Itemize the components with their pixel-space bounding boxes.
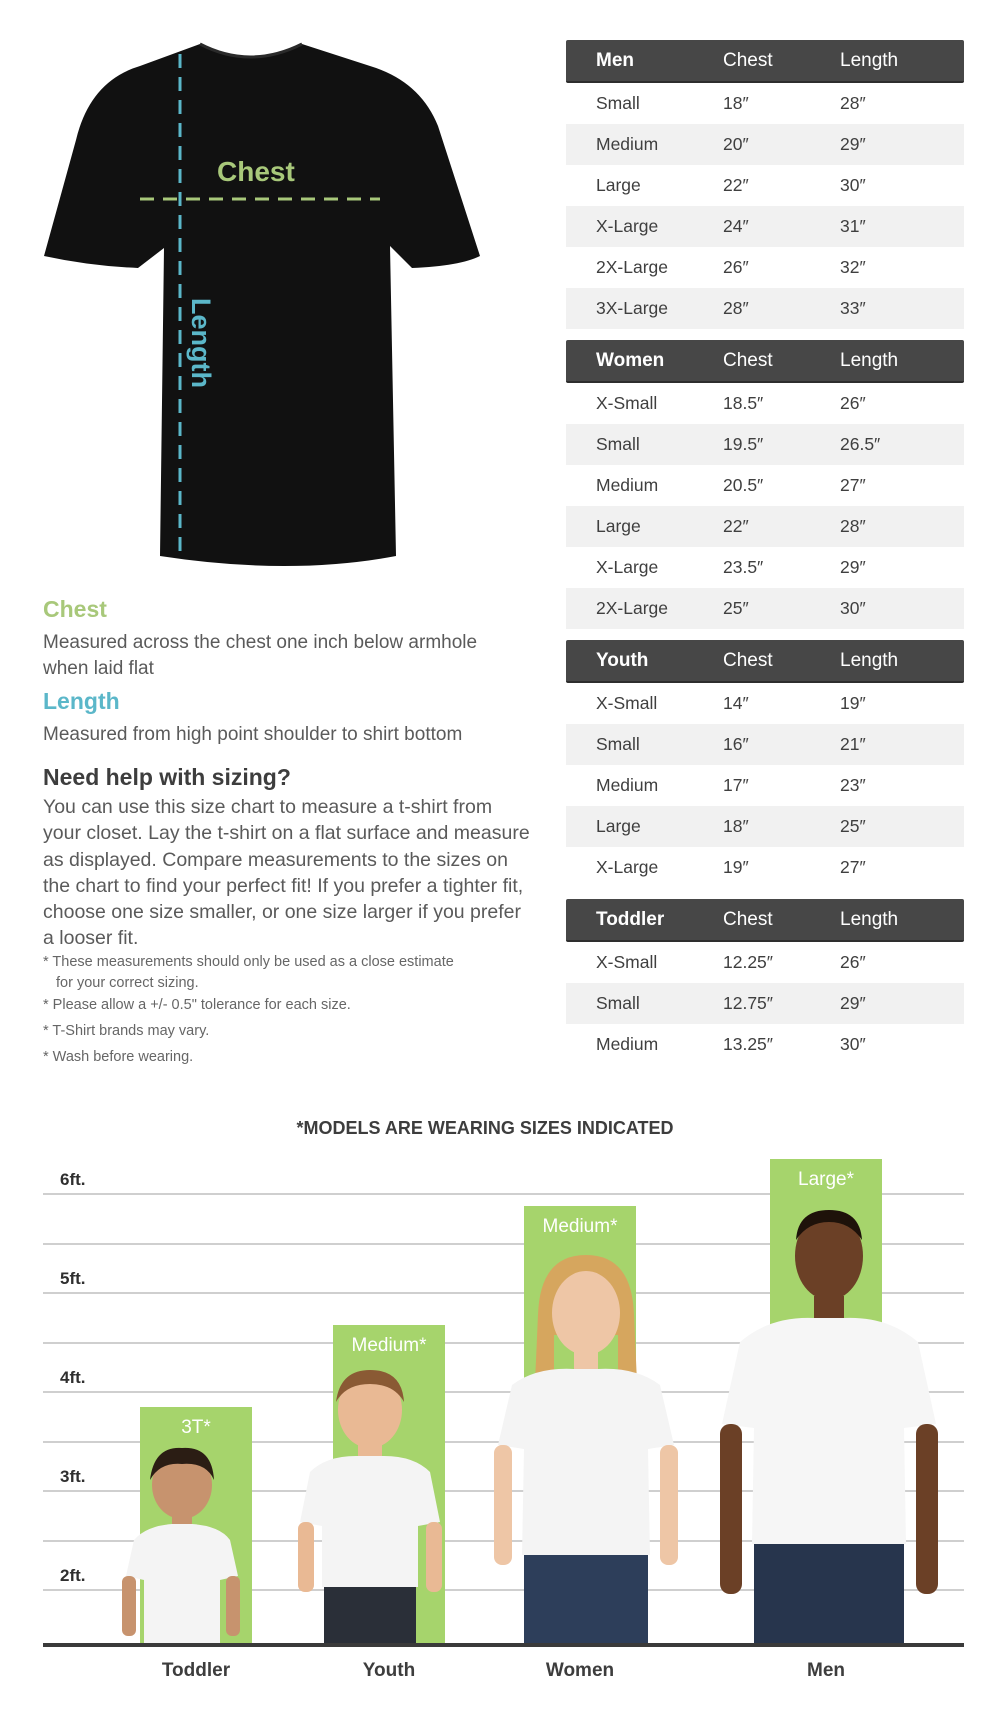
height-tick-2ft: 2ft. — [60, 1566, 86, 1585]
chest-cell: 22″ — [723, 516, 749, 536]
chest-cell: 13.25″ — [723, 1034, 773, 1054]
toddler-size-table — [566, 899, 964, 1065]
table-title: Women — [596, 349, 665, 371]
length-column-header: Length — [840, 349, 899, 371]
tshirt-silhouette — [44, 44, 480, 566]
length-cell: 19″ — [840, 693, 866, 713]
table-row — [566, 847, 964, 888]
length-diagram-label: Length — [186, 298, 216, 388]
chest-cell: 18.5″ — [723, 393, 764, 413]
length-cell: 31″ — [840, 216, 866, 236]
length-cell: 23″ — [840, 775, 866, 795]
length-cell: 27″ — [840, 857, 866, 877]
table-row — [566, 724, 964, 765]
length-cell: 30″ — [840, 1034, 866, 1054]
height-tick-5ft: 5ft. — [60, 1269, 86, 1288]
note-estimate — [43, 952, 513, 994]
length-cell: 29″ — [840, 993, 866, 1013]
chest-cell: 20″ — [723, 134, 749, 154]
note-tolerance: * Please allow a +/- 0.5" tolerance for each size. — [43, 997, 351, 1013]
youth-size-table — [566, 640, 964, 888]
chest-description: Measured across the chest one inch below armhole when laid flat — [43, 632, 478, 679]
size-cell: X-Small — [596, 952, 658, 972]
chest-cell: 18″ — [723, 816, 749, 836]
size-cell: X-Large — [596, 857, 659, 877]
chart-baseline — [43, 1643, 964, 1647]
women-model-image — [486, 1245, 686, 1645]
table-row — [566, 547, 964, 588]
table-row — [566, 983, 964, 1024]
table-row — [566, 83, 964, 124]
chest-heading: Chest — [43, 596, 107, 622]
length-cell: 28″ — [840, 516, 866, 536]
category-label-men: Men — [807, 1660, 845, 1681]
models-title: *MODELS ARE WEARING SIZES INDICATED — [296, 1118, 674, 1138]
chest-cell: 24″ — [723, 216, 749, 236]
length-cell: 26″ — [840, 393, 866, 413]
size-cell: X-Large — [596, 216, 659, 236]
size-cell: Medium — [596, 1034, 659, 1054]
table-title: Men — [596, 49, 634, 71]
length-cell: 26.5″ — [840, 434, 881, 454]
note-text: * These measurements should only be used as a close estimate — [43, 954, 454, 970]
table-row — [566, 588, 964, 629]
size-cell: Large — [596, 816, 641, 836]
category-label-youth: Youth — [362, 1660, 416, 1681]
size-cell: Small — [596, 734, 640, 754]
chest-column-header: Chest — [723, 49, 773, 71]
size-cell: X-Small — [596, 393, 658, 413]
chest-cell: 12.25″ — [723, 952, 773, 972]
chest-cell: 19.5″ — [723, 434, 764, 454]
chest-cell: 22″ — [723, 175, 749, 195]
height-tick-3ft: 3ft. — [60, 1467, 86, 1486]
size-cell: Small — [596, 434, 640, 454]
tshirt-measurement-diagram — [40, 36, 480, 576]
size-cell: Large — [596, 516, 641, 536]
length-cell: 21″ — [840, 734, 866, 754]
chest-column-header: Chest — [723, 649, 773, 671]
table-row — [566, 206, 964, 247]
length-cell: 25″ — [840, 816, 866, 836]
note-wash: * Wash before wearing. — [43, 1049, 194, 1065]
size-label: Medium* — [351, 1335, 427, 1356]
chest-cell: 18″ — [723, 93, 749, 113]
youth-model-image — [290, 1362, 450, 1645]
women-size-table — [566, 340, 964, 629]
chest-cell: 25″ — [723, 598, 749, 618]
sizing-help-body: You can use this size chart to measure a t-shirt from your closet. Lay the t-shirt on a flat surface and measure as displayed. Compare measurements to the sizes on the chart to find your perfect fit! If you prefer a tighter fit, choose one size smaller, or one size larger if you prefer a looser fit. — [43, 796, 530, 950]
length-cell: 33″ — [840, 298, 866, 318]
length-cell: 30″ — [840, 598, 866, 618]
chest-cell: 12.75″ — [723, 993, 773, 1013]
toddler-model-image — [116, 1440, 246, 1645]
table-row — [566, 165, 964, 206]
table-row — [566, 288, 964, 329]
men-model-image — [714, 1192, 944, 1645]
chest-cell: 17″ — [723, 775, 749, 795]
chest-cell: 28″ — [723, 298, 749, 318]
chest-cell: 20.5″ — [723, 475, 764, 495]
men-size-table — [566, 40, 964, 329]
table-row — [566, 765, 964, 806]
chest-cell: 26″ — [723, 257, 749, 277]
size-cell: Medium — [596, 775, 659, 795]
chest-diagram-label: Chest — [217, 156, 295, 187]
height-tick-4ft: 4ft. — [60, 1368, 86, 1387]
length-cell: 32″ — [840, 257, 866, 277]
table-row — [566, 506, 964, 547]
size-label: Large* — [798, 1169, 854, 1190]
note-text: for your correct sizing. — [56, 975, 199, 991]
length-cell: 26″ — [840, 952, 866, 972]
length-cell: 27″ — [840, 475, 866, 495]
table-header — [566, 340, 964, 383]
chest-column-header: Chest — [723, 908, 773, 930]
size-cell: 2X-Large — [596, 598, 668, 618]
size-cell: Small — [596, 993, 640, 1013]
table-row — [566, 124, 964, 165]
table-row — [566, 806, 964, 847]
length-column-header: Length — [840, 908, 899, 930]
table-row — [566, 465, 964, 506]
size-cell: 3X-Large — [596, 298, 668, 318]
length-column-header: Length — [840, 649, 899, 671]
size-cell: X-Large — [596, 557, 659, 577]
chest-cell: 23.5″ — [723, 557, 764, 577]
table-row — [566, 942, 964, 983]
length-cell: 28″ — [840, 93, 866, 113]
length-column-header: Length — [840, 49, 899, 71]
table-header — [566, 40, 964, 83]
chest-cell: 19″ — [723, 857, 749, 877]
length-cell: 29″ — [840, 557, 866, 577]
chest-column-header: Chest — [723, 349, 773, 371]
size-label: 3T* — [181, 1417, 211, 1438]
category-label-women: Women — [545, 1660, 615, 1681]
length-heading: Length — [43, 688, 120, 714]
height-tick-6ft: 6ft. — [60, 1170, 86, 1189]
table-header — [566, 899, 964, 942]
category-label-toddler: Toddler — [161, 1660, 231, 1681]
chest-cell: 16″ — [723, 734, 749, 754]
note-brands: * T-Shirt brands may vary. — [43, 1023, 210, 1039]
size-cell: Small — [596, 93, 640, 113]
length-cell: 29″ — [840, 134, 866, 154]
table-header — [566, 640, 964, 683]
table-row — [566, 383, 964, 424]
length-cell: 30″ — [840, 175, 866, 195]
size-cell: X-Small — [596, 693, 658, 713]
chest-cell: 14″ — [723, 693, 749, 713]
size-cell: Medium — [596, 134, 659, 154]
table-row — [566, 683, 964, 724]
size-cell: 2X-Large — [596, 257, 668, 277]
table-row — [566, 1024, 964, 1065]
table-row — [566, 424, 964, 465]
table-title: Toddler — [596, 908, 665, 930]
table-title: Youth — [596, 649, 649, 671]
size-cell: Medium — [596, 475, 659, 495]
length-description: Measured from high point shoulder to shirt bottom — [43, 724, 463, 745]
table-row — [566, 247, 964, 288]
sizing-help-title: Need help with sizing? — [43, 764, 291, 790]
size-cell: Large — [596, 175, 641, 195]
size-label: Medium* — [542, 1216, 618, 1237]
